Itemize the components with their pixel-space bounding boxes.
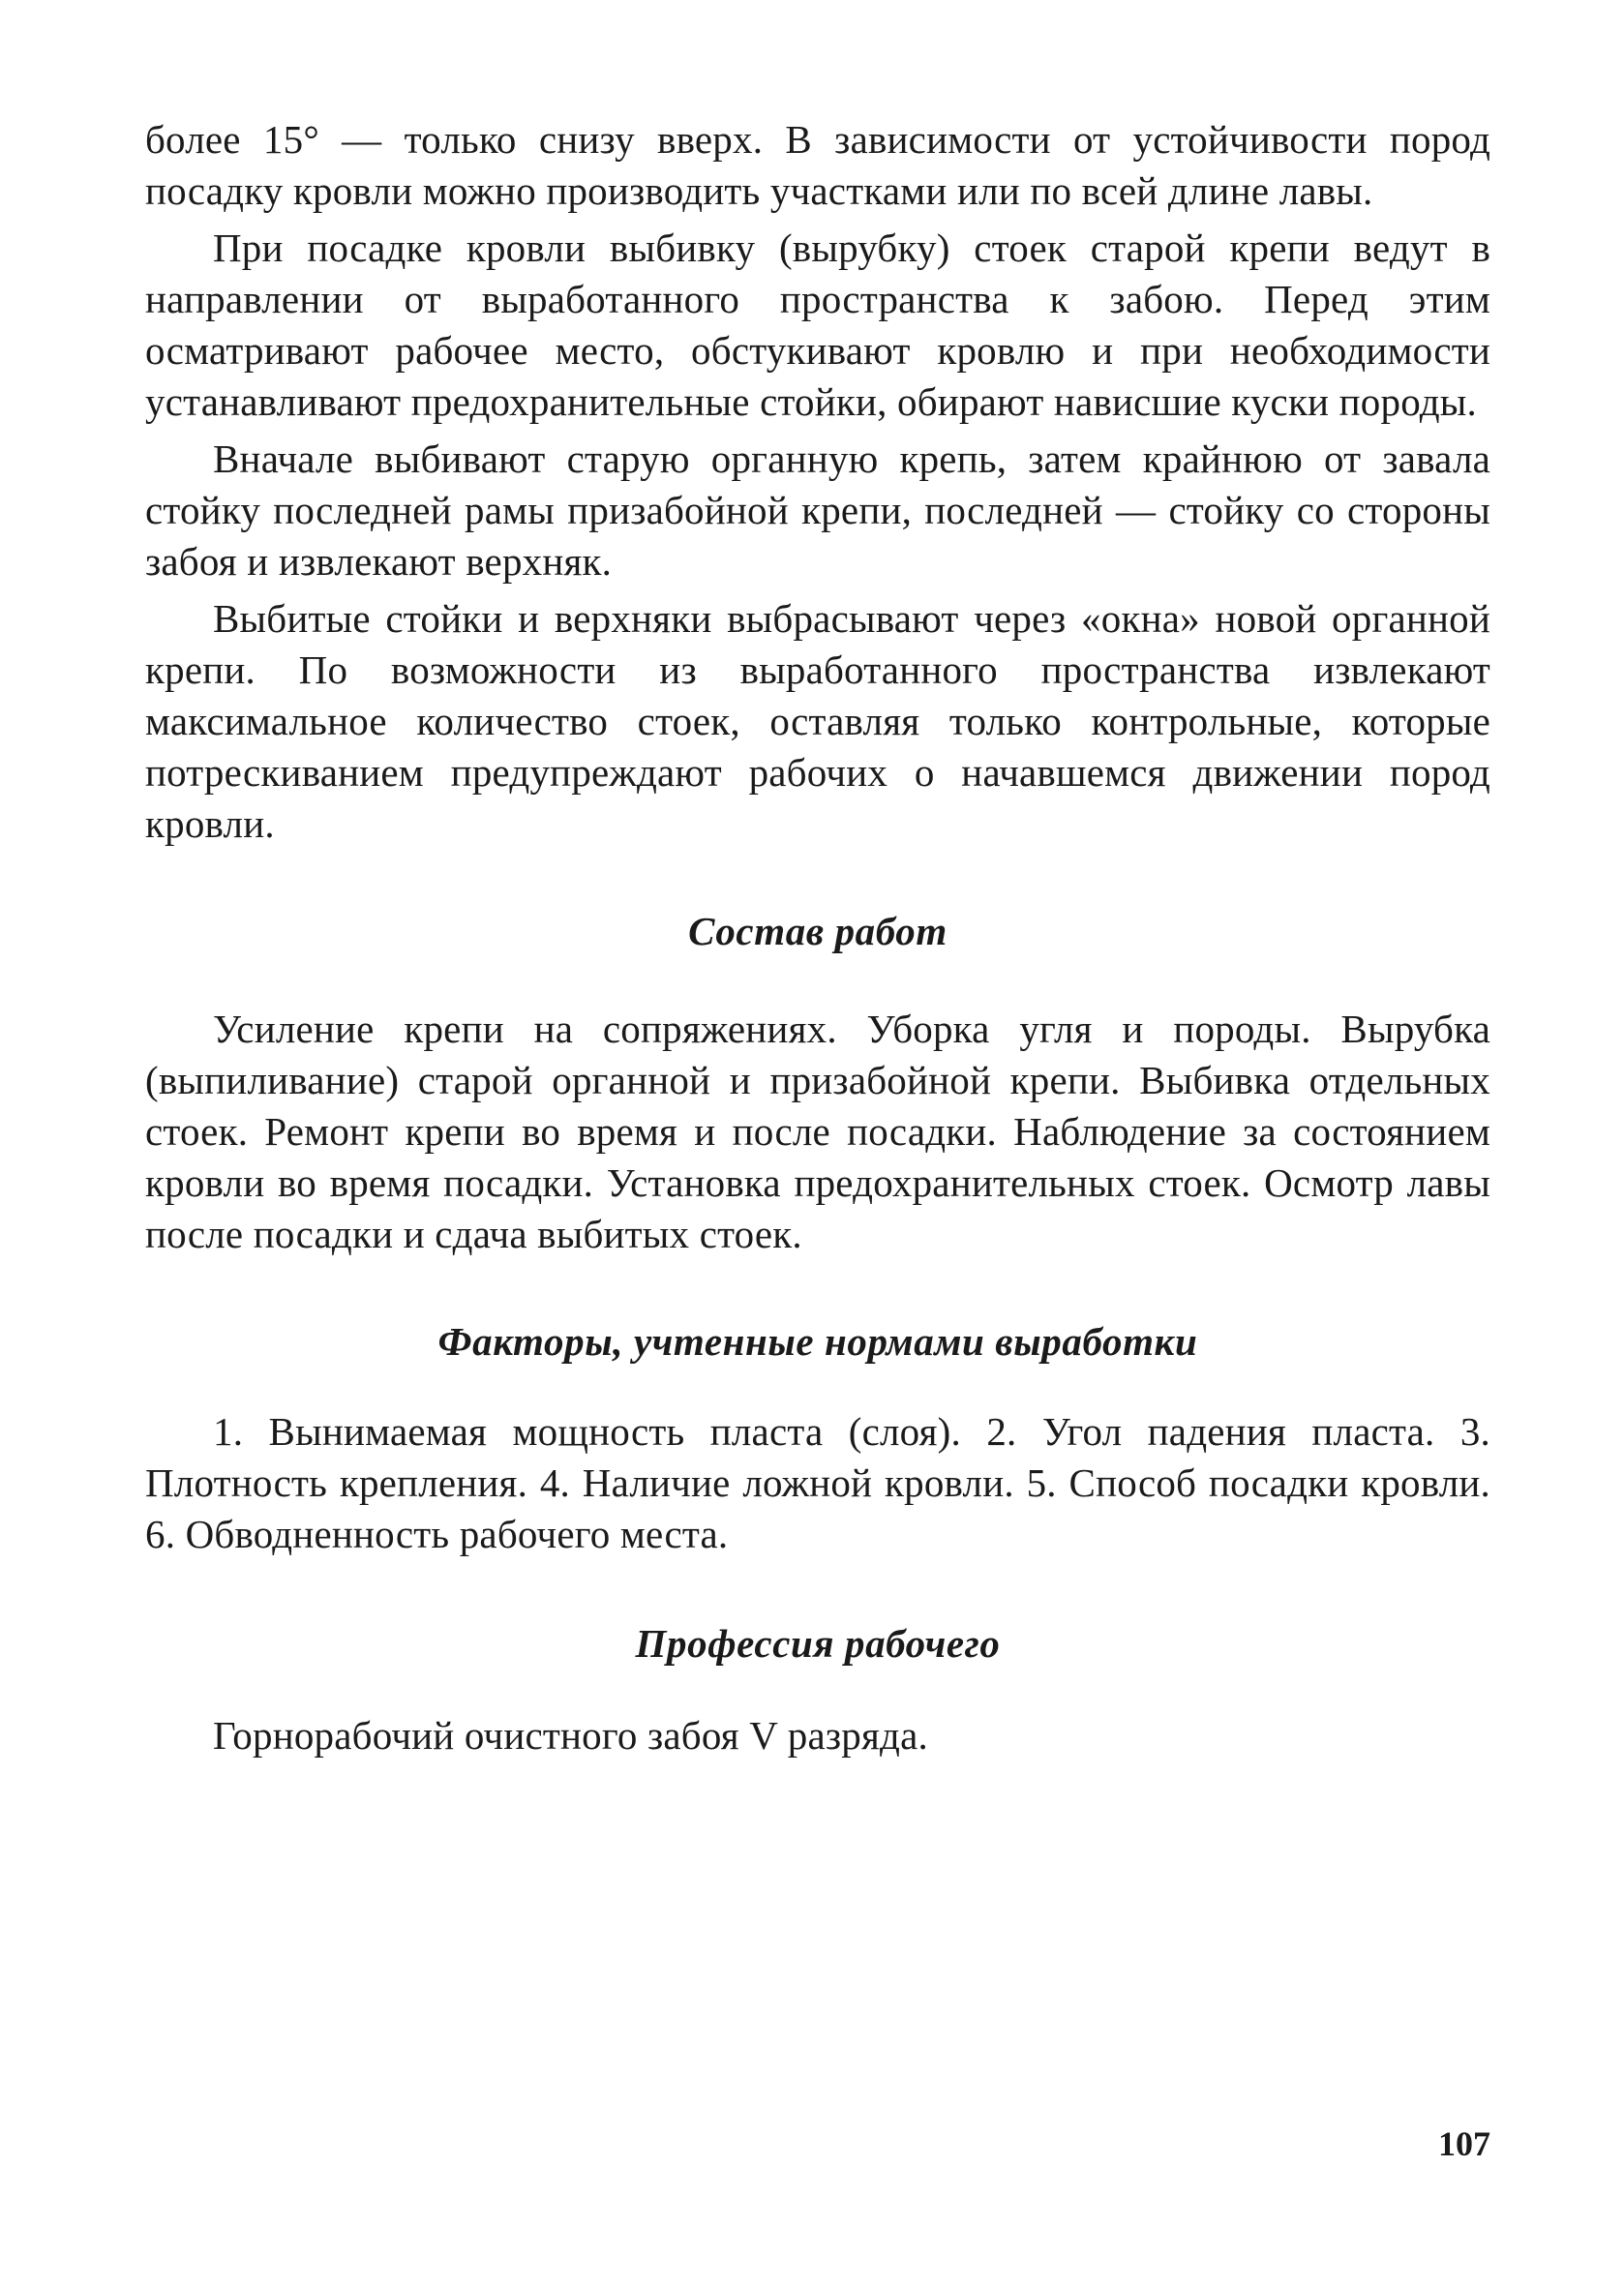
paragraph-profession: Горнорабочий очистного забоя V разряда. — [213, 1713, 928, 1758]
paragraph-work-composition: Усиление крепи на сопряжениях. Уборка угля и породы. Вырубка (выпиливание) старой органной и призабойной крепи. Выбивка отдельных стоек. Ремонт крепи во время и после посадки. Наблюдение за состоянием кровли во время посадки. Установка предохранительных стоек. Осмотр лавы после посадки и сдача выбитых стоек. — [145, 1007, 1490, 1256]
heading-profession: Профессия рабочего — [635, 1621, 1001, 1666]
paragraph-roof-landing: При посадке кровли выбивку (вырубку) стоек старой крепи ведут в направлении от выработанного пространства к забою. Перед этим осматривают рабочее место, обстукивают кровлю и при необходимости устанавливают предохранительные стойки, обирают нависшие куски породы. — [145, 226, 1490, 424]
heading-work-composition: Состав работ — [688, 909, 947, 953]
page-number: 107 — [1438, 2124, 1490, 2163]
paragraph-factors: 1. Вынимаемая мощность пласта (слоя). 2. Угол падения пласта. 3. Плотность крепления. 4. Наличие ложной кровли. 5. Способ посадки кровли. 6. Обводненность рабочего места. — [145, 1409, 1490, 1556]
paragraph-continuation: более 15° — только снизу вверх. В зависимости от устойчивости пород посадку кровли можно производить участками или по всей длине лавы. — [145, 117, 1490, 213]
document-page — [145, 114, 1490, 1761]
paragraph-removal: Выбитые стойки и верхняки выбрасывают через «окна» новой органной крепи. По возможности из выработанного пространства извлекают максимальное количество стоек, оставляя только контрольные, которые потрескиванием предупреждают рабочих о начавшемся движении пород кровли. — [145, 596, 1490, 846]
paragraph-knockout-order: Вначале выбивают старую органную крепь, затем крайнюю от завала стойку последней рамы призабойной крепи, последней — стойку со стороны забоя и извлекают верхняк. — [145, 436, 1490, 584]
heading-factors: Факторы, учтенные нормами выработки — [437, 1319, 1198, 1364]
